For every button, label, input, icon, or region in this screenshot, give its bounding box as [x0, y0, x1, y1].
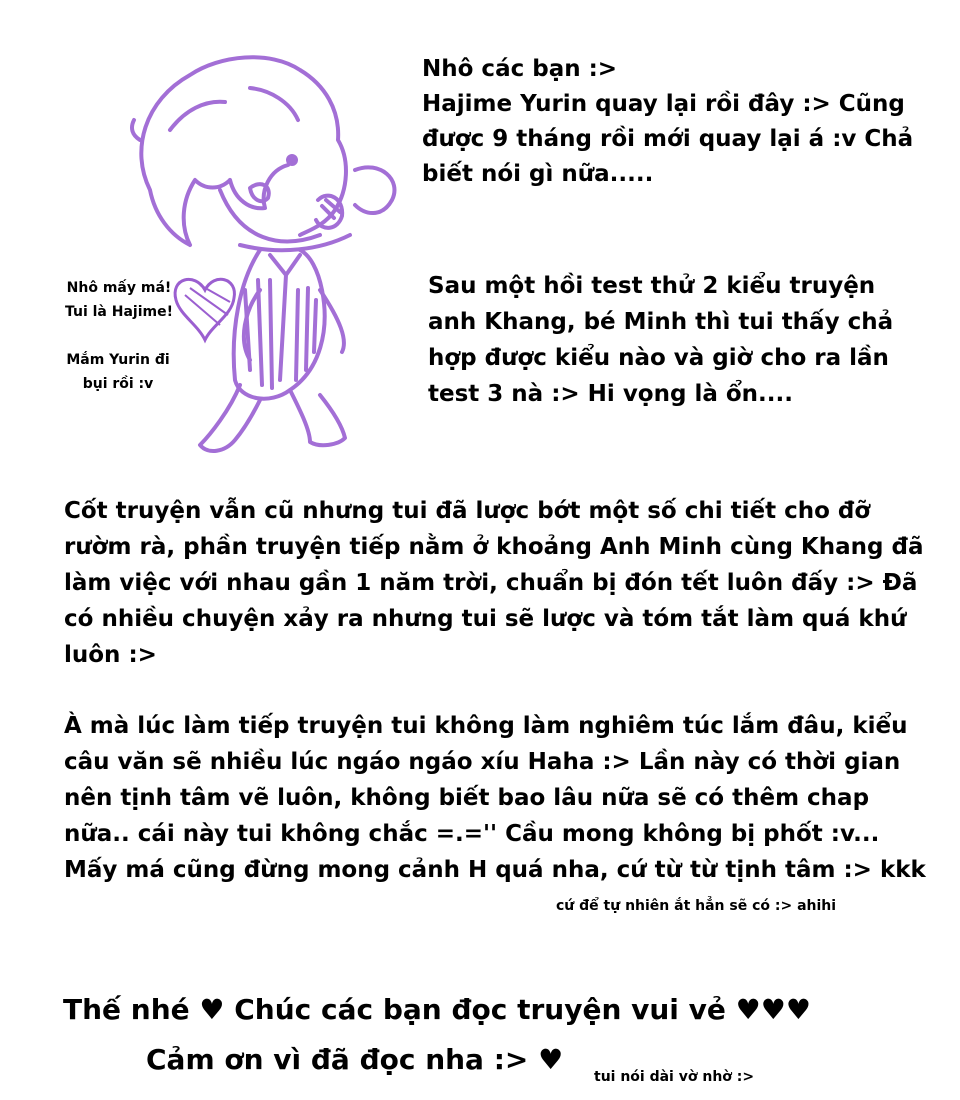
intro-line: biết nói gì nữa.....: [422, 161, 654, 187]
style-note-line: Mấy má cũng đừng mong cảnh H quá nha, cứ từ từ tịnh tâm :> kkk: [64, 857, 926, 883]
style-note-line: nữa.. cái này tui không chắc =.='' Cầu mong không bị phốt :v...: [64, 821, 880, 847]
intro-line: được 9 tháng rồi mới quay lại á :v Chả: [422, 126, 914, 152]
story-note-line: làm việc với nhau gần 1 năm trời, chuẩn bị đón tết luôn đấy :> Đã: [64, 570, 918, 596]
speech-line: Mắm Yurin đi: [66, 352, 170, 368]
mascot-eye: [288, 156, 296, 164]
intro-line: Hajime Yurin quay lại rồi đây :> Cũng: [422, 91, 905, 117]
intro-line: Nhô các bạn :>: [422, 56, 618, 82]
mascot-hair: [141, 57, 346, 245]
speech-line: bụi rồi :v: [82, 376, 154, 392]
story-note-line: Cốt truyện vẫn cũ nhưng tui đã lược bớt một số chi tiết cho đỡ: [64, 498, 871, 524]
story-note-line: có nhiều chuyện xảy ra nhưng tui sẽ lược và tóm tắt làm quá khứ: [64, 606, 907, 632]
closing-line-1: Thế nhé ♥ Chúc các bạn đọc truyện vui vẻ ♥♥♥: [63, 993, 811, 1026]
style-note-line: À mà lúc làm tiếp truyện tui không làm nghiêm túc lắm đâu, kiểu: [64, 713, 908, 739]
test-note-line: hợp được kiểu nào và giờ cho ra lần: [428, 345, 889, 371]
test-note-line: test 3 nà :> Hi vọng là ổn....: [428, 381, 793, 407]
style-note-line: nên tịnh tâm vẽ luôn, không biết bao lâu nữa sẽ có thêm chap: [64, 785, 870, 811]
story-note-line: luôn :>: [64, 642, 157, 668]
test-note-line: Sau một hồi test thử 2 kiểu truyện: [428, 273, 876, 299]
style-note-line: câu văn sẽ nhiều lúc ngáo ngáo xíu Haha :> Lần này có thời gian: [64, 749, 901, 775]
closing-line-2: Cảm ơn vì đã đọc nha :> ♥: [146, 1043, 564, 1076]
speech-line: Tui là Hajime!: [64, 304, 173, 320]
style-note-aside: cứ để tự nhiên ắt hẳn sẽ có :> ahihi: [556, 898, 837, 914]
test-note-paragraph: [428, 268, 893, 412]
mascot-wing: [355, 167, 394, 213]
intro-paragraph: [422, 52, 913, 192]
style-note-paragraph: [64, 708, 926, 888]
mascot-speech-greeting: [44, 276, 194, 324]
chibi-mascot-drawing: [110, 40, 410, 480]
speech-line: Nhô mấy má!: [66, 280, 172, 296]
mascot-legs: [200, 385, 345, 451]
mascot-speech-aside: [48, 348, 188, 396]
story-note-paragraph: [64, 493, 923, 673]
test-note-line: anh Khang, bé Minh thì tui thấy chả: [428, 309, 894, 335]
closing-aside: tui nói dài vờ nhờ :>: [594, 1069, 755, 1085]
story-note-line: rườm rà, phần truyện tiếp nằm ở khoảng Anh Minh cùng Khang đã: [64, 534, 924, 560]
